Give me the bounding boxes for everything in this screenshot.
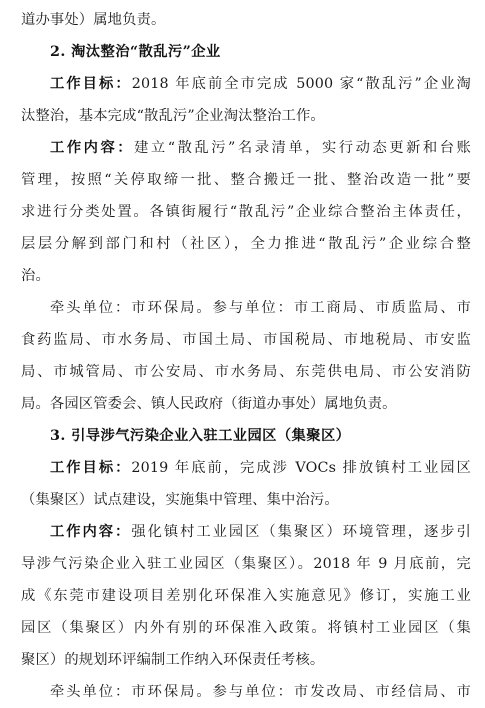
- content-label: 工作内容：: [50, 524, 132, 540]
- paragraph-line: [21, 484, 471, 516]
- line-text: 食药监局、市水务局、市国土局、市国税局、市地税局、市安监: [21, 332, 471, 348]
- line-text: 2019 年底前，完成涉 VOCs 排放镇村工业园区: [131, 460, 471, 476]
- paragraph-line: [21, 292, 471, 324]
- content-label: 工作内容：: [50, 140, 135, 156]
- line-text: 局。各园区管委会、镇人民政府（街道办事处）属地负责。: [21, 396, 397, 412]
- line-text: 求进行分类处置。各镇街履行“散乱污”企业综合整治主体责任，: [21, 204, 471, 220]
- goal-label: 工作目标：: [50, 460, 132, 476]
- paragraph-line: [21, 164, 471, 196]
- section-heading: [21, 36, 471, 68]
- line-text: 2018 年底前全市完成 5000 家“散乱污”企业淘: [131, 76, 471, 92]
- text-line: [21, 4, 471, 36]
- paragraph-line: [21, 68, 471, 100]
- section-heading: [21, 420, 471, 452]
- line-text: 牵头单位：市环保局。参与单位：市工商局、市质监局、市: [50, 300, 471, 316]
- line-text: 治。: [21, 268, 50, 284]
- line-text: 汰整治，基本完成“散乱污”企业淘汰整治工作。: [21, 108, 325, 124]
- line-text: 聚区）的规划环评编制工作纳入环保责任考核。: [21, 652, 325, 668]
- line-text: （集聚区）试点建设，实施集中管理、集中治污。: [21, 492, 339, 508]
- paragraph-line: [21, 452, 471, 484]
- line-text: 道办事处）属地负责。: [21, 12, 166, 28]
- paragraph-line: [21, 356, 471, 388]
- paragraph-line: [21, 612, 471, 644]
- line-text: 局、市城管局、市公安局、市水务局、东莞供电局、市公安消防: [21, 364, 471, 380]
- paragraph-line: [21, 548, 471, 580]
- line-text: 牵头单位：市环保局。参与单位：市发改局、市经信局、市: [50, 684, 471, 700]
- heading-text: 3. 引导涉气污染企业入驻工业园区（集聚区）: [50, 428, 351, 444]
- paragraph-line: [21, 676, 471, 708]
- line-text: 建立“散乱污”名录清单，实行动态更新和台账: [134, 140, 471, 156]
- line-text: 园区（集聚区）内外有别的环保准入政策。将镇村工业园区（集: [21, 620, 471, 636]
- paragraph-line: [21, 228, 471, 260]
- paragraph-line: [21, 516, 471, 548]
- line-text: 管理，按照“关停取缔一批、整合搬迁一批、整治改造一批”要: [21, 172, 471, 188]
- paragraph-line: [21, 388, 471, 420]
- paragraph-line: [21, 644, 471, 676]
- paragraph-line: [21, 580, 471, 612]
- heading-text: 2. 淘汰整治“散乱污”企业: [50, 44, 221, 60]
- paragraph-line: [21, 260, 471, 292]
- paragraph-line: [21, 196, 471, 228]
- paragraph-line: [21, 132, 471, 164]
- line-text: 层层分解到部门和村（社区），全力推进“散乱污”企业综合整: [21, 236, 471, 252]
- paragraph-line: [21, 324, 471, 356]
- line-text: 成《东莞市建设项目差别化环保准入实施意见》修订，实施工业: [21, 588, 471, 604]
- line-text: 导涉气污染企业入驻工业园区（集聚区）。2018 年 9 月底前，完: [21, 556, 471, 572]
- paragraph-line: [21, 100, 471, 132]
- goal-label: 工作目标：: [50, 76, 132, 92]
- line-text: 强化镇村工业园区（集聚区）环境管理，逐步引: [131, 524, 471, 540]
